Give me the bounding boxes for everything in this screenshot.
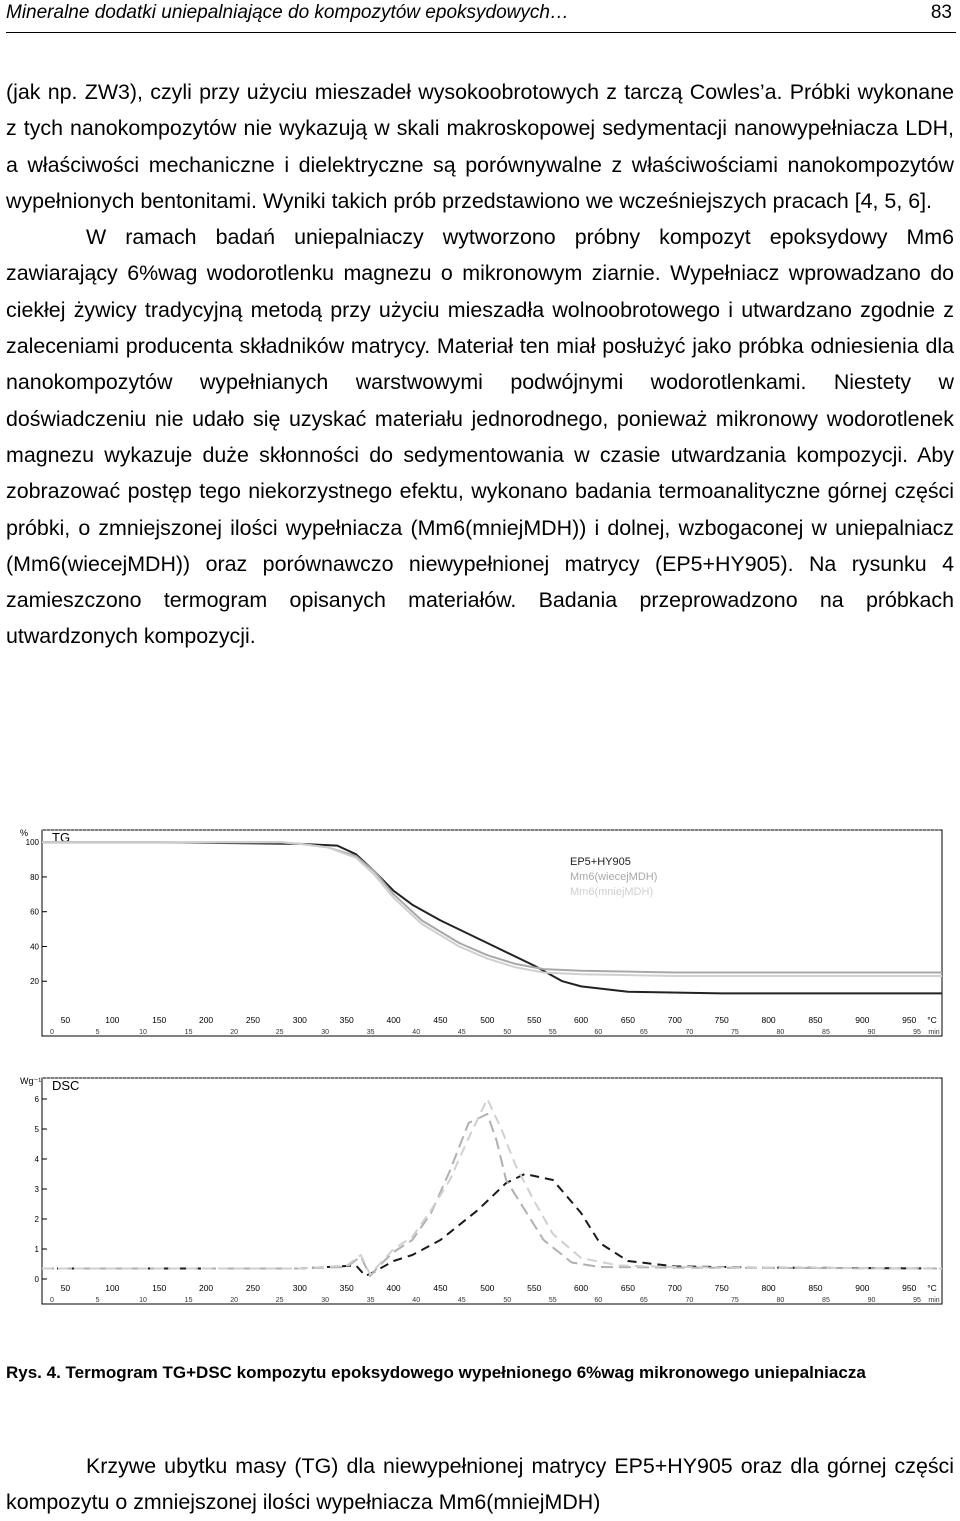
tg-xtick-time-label: 80 [776, 1029, 785, 1036]
paragraph-3: Krzywe ubytku masy (TG) dla niewypełnionej matrycy EP5+HY905 oraz dla górnej części kompozytu o zmniejszonej ilości wypełniacza Mm6(mniejMDH) [6, 1454, 954, 1515]
dsc-xtick-time-label: 0 [50, 1297, 54, 1304]
paragraph-1: (jak np. ZW3), czyli przy użyciu mieszadeł wysokoobrotowych z tarczą Cowles’a. Próbki wykonane z tych nanokompozytów nie wykazują w skali makroskopowej sedymentacji nanowypełniacza LDH, a właściwości mechaniczne i dielektryczne są porównywalne z właściwościami nanokompozytów wypełnionych bentonitami. Wyniki takich prób przedstawiono we wcześniejszych pracach [4, 5, 6]. [6, 80, 954, 213]
tg-xtick-time-label: 85 [822, 1029, 830, 1036]
dsc-xtick-temp-label: 250 [245, 1283, 261, 1293]
dsc-xtick-time-label: 65 [639, 1297, 648, 1304]
tg-xtick-temp-label: 200 [198, 1015, 214, 1025]
tg-ytick-label: 100 [25, 838, 39, 848]
dsc-series-ep5-hy905 [42, 1174, 942, 1276]
dsc-xtick-time-label: 10 [139, 1297, 147, 1304]
tg-xtick-temp-label: 850 [808, 1015, 823, 1025]
dsc-xtick-temp-label: 500 [480, 1283, 495, 1293]
tg-ytick-label: 80 [30, 872, 39, 882]
tg-x-unit-temp: °C [927, 1015, 937, 1025]
tg-xtick-temp-label: 600 [573, 1015, 589, 1025]
tg-xtick-time-label: 70 [685, 1029, 694, 1036]
body-text [6, 74, 954, 655]
legend-entry: Mm6(mniejMDH) [570, 886, 654, 898]
legend-entry: EP5+HY905 [570, 856, 631, 868]
dsc-xtick-time-label: 15 [184, 1297, 193, 1304]
dsc-xtick-temp-label: 900 [855, 1283, 870, 1293]
dsc-xtick-temp-label: 350 [339, 1283, 354, 1293]
dsc-ytick-label: 1 [34, 1245, 39, 1254]
dsc-xtick-time-label: 75 [730, 1297, 739, 1304]
dsc-xtick-time-label: 40 [412, 1297, 421, 1304]
dsc-xtick-temp-label: 800 [761, 1283, 776, 1293]
tg-ylabel: % [20, 828, 29, 838]
tg-x-unit-time: min [928, 1029, 940, 1036]
dsc-title: DSC [52, 1078, 80, 1093]
dsc-xtick-temp-label: 450 [433, 1283, 448, 1293]
tg-xtick-time-label: 20 [230, 1029, 239, 1036]
tg-xtick-time-label: 55 [548, 1029, 557, 1036]
tg-xtick-temp-label: 150 [152, 1015, 167, 1025]
running-title: Mineralne dodatki uniepalniające do kompozytów epoksydowych… [6, 2, 569, 23]
tg-ytick-label: 60 [30, 907, 39, 917]
figure-caption: Rys. 4. Termogram TG+DSC kompozytu epoksydowego wypełnionego 6%wag mikronowego uniepalniacza [6, 1363, 866, 1382]
tg-xtick-time-label: 65 [639, 1029, 648, 1036]
dsc-ytick-label: 0 [34, 1275, 39, 1284]
bottom-text [6, 1448, 954, 1521]
tg-xtick-temp-label: 100 [105, 1015, 120, 1025]
dsc-xtick-temp-label: 150 [152, 1283, 167, 1293]
tg-ytick-label: 20 [30, 977, 39, 987]
tg-title: TG [52, 830, 71, 845]
tg-series-mm6-wiecejmdh- [42, 842, 942, 972]
tg-xtick-temp-label: 400 [386, 1015, 401, 1025]
tg-xtick-time-label: 45 [457, 1029, 466, 1036]
dsc-xtick-time-label: 50 [503, 1297, 512, 1304]
dsc-ytick-label: 3 [34, 1185, 39, 1194]
figure-4 [22, 820, 947, 1328]
dsc-series-mm6-wiecejmdh- [42, 1114, 942, 1276]
tg-xtick-temp-label: 50 [60, 1015, 71, 1025]
dsc-xtick-time-label: 80 [776, 1297, 785, 1304]
dsc-xtick-temp-label: 400 [386, 1283, 401, 1293]
tg-xtick-temp-label: 250 [245, 1015, 261, 1025]
tg-xtick-time-label: 90 [867, 1029, 876, 1036]
dsc-xtick-time-label: 45 [457, 1297, 466, 1304]
dsc-xtick-time-label: 60 [594, 1297, 603, 1304]
dsc-xtick-time-label: 90 [867, 1297, 876, 1304]
dsc-x-unit-temp: °C [927, 1283, 937, 1293]
tg-xtick-time-label: 50 [503, 1029, 512, 1036]
dsc-ytick-label: 4 [34, 1155, 39, 1164]
page-number: 83 [930, 2, 952, 23]
tg-xtick-time-label: 35 [366, 1029, 375, 1036]
dsc-xtick-temp-label: 850 [808, 1283, 823, 1293]
tg-xtick-time-label: 40 [412, 1029, 421, 1036]
tg-xtick-time-label: 25 [275, 1029, 284, 1036]
tg-xtick-temp-label: 550 [527, 1015, 542, 1025]
tg-xtick-temp-label: 700 [667, 1015, 682, 1025]
tg-xtick-time-label: 10 [139, 1029, 147, 1036]
dsc-frame [42, 1078, 942, 1304]
tg-xtick-time-label: 75 [730, 1029, 739, 1036]
tg-xtick-temp-label: 950 [902, 1015, 917, 1025]
tg-xtick-temp-label: 650 [620, 1015, 636, 1025]
dsc-xtick-time-label: 55 [548, 1297, 557, 1304]
dsc-ytick-label: 2 [34, 1215, 39, 1224]
dsc-xtick-time-label: 35 [366, 1297, 375, 1304]
page-header [6, 0, 956, 33]
tg-xtick-temp-label: 900 [855, 1015, 870, 1025]
dsc-xtick-temp-label: 650 [620, 1283, 636, 1293]
dsc-xtick-time-label: 30 [321, 1297, 330, 1304]
dsc-xtick-temp-label: 100 [105, 1283, 120, 1293]
dsc-xtick-temp-label: 700 [667, 1283, 682, 1293]
dsc-xtick-time-label: 85 [822, 1297, 830, 1304]
dsc-xtick-temp-label: 600 [573, 1283, 589, 1293]
tg-xtick-time-label: 95 [913, 1029, 921, 1036]
dsc-xtick-temp-label: 550 [527, 1283, 542, 1293]
dsc-xtick-temp-label: 50 [60, 1283, 71, 1293]
tg-xtick-temp-label: 750 [714, 1015, 729, 1025]
dsc-xtick-time-label: 95 [913, 1297, 921, 1304]
dsc-xtick-temp-label: 300 [292, 1283, 307, 1293]
tg-xtick-temp-label: 300 [292, 1015, 307, 1025]
tg-xtick-time-label: 60 [594, 1029, 603, 1036]
dsc-xtick-temp-label: 750 [714, 1283, 729, 1293]
tg-xtick-temp-label: 350 [339, 1015, 354, 1025]
dsc-xtick-time-label: 20 [230, 1297, 239, 1304]
tg-xtick-time-label: 5 [95, 1029, 100, 1036]
dsc-xtick-time-label: 5 [95, 1297, 100, 1304]
dsc-xtick-temp-label: 950 [902, 1283, 917, 1293]
tg-xtick-temp-label: 800 [761, 1015, 776, 1025]
tg-xtick-time-label: 15 [184, 1029, 193, 1036]
thermogram-chart [22, 820, 947, 1328]
tg-xtick-temp-label: 500 [480, 1015, 495, 1025]
paragraph-2: W ramach badań uniepalniaczy wytworzono próbny kompozyt epoksydowy Mm6 zawiarający 6%wag wodorotlenku magnezu o mikronowym ziarnie. Wypełniacz wprowadzano do ciekłej żywicy tradycyjną metodą przy użyciu mieszadła wolnoobrotowego i utwardzano zgodnie z zaleceniami producenta składników matrycy. Materiał ten miał posłużyć jako próbka odniesienia dla nanokompozytów wypełnianych warstwowymi podwójnymi wodorotlenkami. Niestety w doświadczeniu nie udało się uzyskać materiału jednorodnego, ponieważ mikronowy wodorotlenek magnezu wykazuje duże skłonności do sedymentowania w czasie utwardzania kompozycji. Aby zobrazować postęp tego niekorzystnego efektu, wykonano badania termoanalityczne górnej części próbki, o zmniejszonej ilości wypełniacza (Mm6(mniejMDH)) i dolnej, wzbogaconej w uniepalniacz (Mm6(wiecejMDH)) oraz porównawczo niewypełnionej matrycy (EP5+HY905). Na rysunku 4 zamieszczono termogram opisanych materiałów. Badania przeprowadzono na próbkach utwardzonych kompozycji. [6, 225, 954, 649]
tg-frame [42, 830, 942, 1036]
dsc-xtick-time-label: 70 [685, 1297, 694, 1304]
dsc-xtick-time-label: 25 [275, 1297, 284, 1304]
tg-series-ep5-hy905 [42, 842, 942, 993]
dsc-xtick-temp-label: 200 [198, 1283, 214, 1293]
dsc-ytick-label: 5 [34, 1125, 39, 1134]
tg-ytick-label: 40 [30, 942, 39, 952]
dsc-ylabel: Wg⁻¹ [20, 1076, 42, 1086]
legend-entry: Mm6(wiecejMDH) [570, 871, 658, 883]
tg-xtick-temp-label: 450 [433, 1015, 448, 1025]
tg-xtick-time-label: 0 [50, 1029, 54, 1036]
dsc-ytick-label: 6 [34, 1095, 39, 1104]
dsc-x-unit-time: min [928, 1297, 940, 1304]
tg-xtick-time-label: 30 [321, 1029, 330, 1036]
